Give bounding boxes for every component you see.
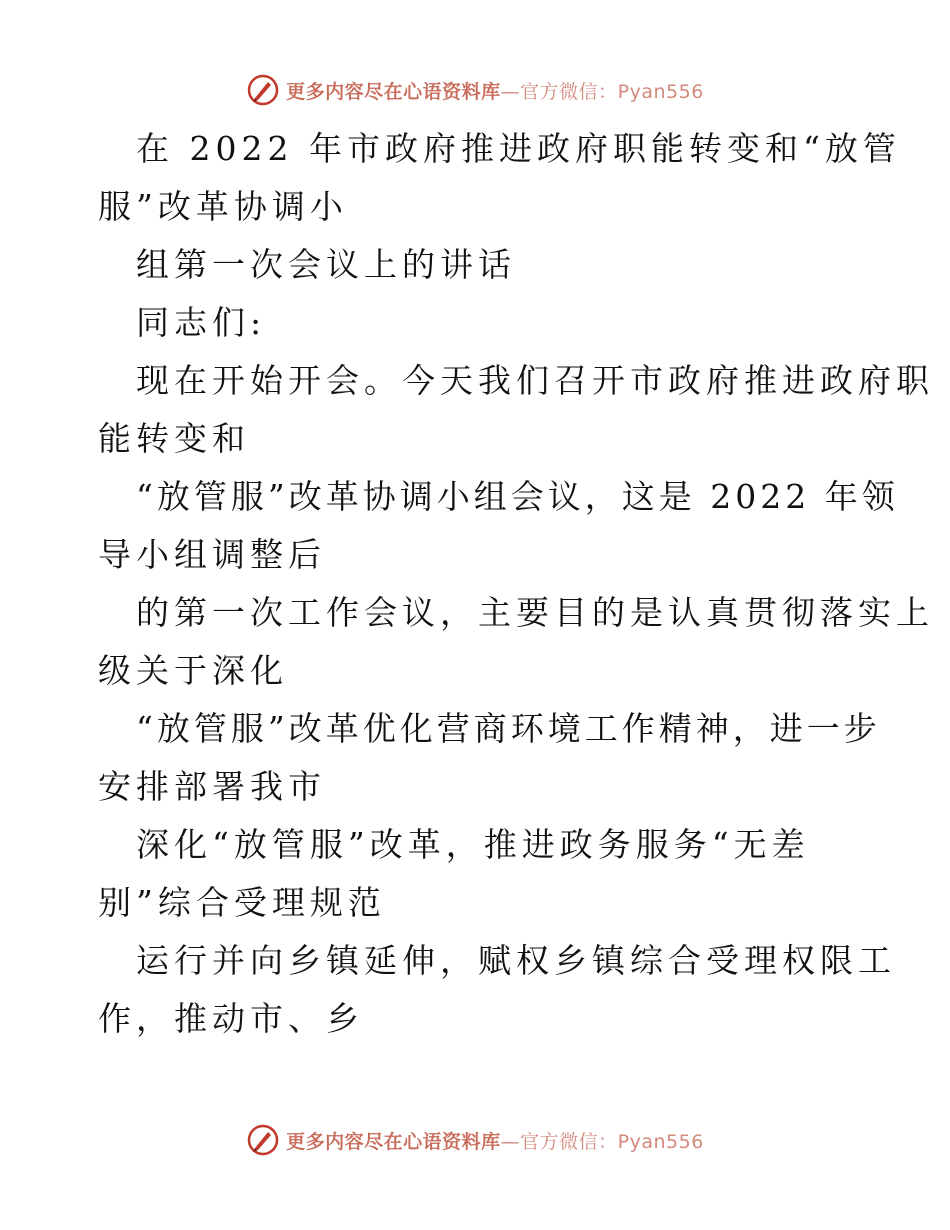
watermark-text: 更多内容尽在心语资料库—官方微信：Pyan556 xyxy=(286,80,704,103)
paragraph-line: 的第一次工作会议，主要目的是认真贯彻落实上 xyxy=(136,593,934,632)
doc-title-line-1: 在 2022 年市政府推进政府职能转变和“放管 xyxy=(136,129,901,168)
quill-logo-icon xyxy=(246,73,280,107)
document-body xyxy=(98,120,934,1048)
header-watermark xyxy=(0,70,950,110)
watermark-text: 更多内容尽在心语资料库—官方微信：Pyan556 xyxy=(286,1130,704,1153)
quill-logo-icon xyxy=(246,1123,280,1157)
paragraph-line: 作，推动市、乡 xyxy=(98,999,364,1038)
paragraph-line: 导小组调整后 xyxy=(98,535,326,574)
paragraph-line: 安排部署我市 xyxy=(98,767,326,806)
paragraph-line: 能转变和 xyxy=(98,419,250,458)
paragraph-line: 别”综合受理规范 xyxy=(98,883,386,922)
doc-title-line-2: 服”改革协调小 xyxy=(98,187,348,226)
paragraph-line: “放管服”改革协调小组会议，这是 2022 年领 xyxy=(136,477,899,516)
paragraph-line: 级关于深化 xyxy=(98,651,288,690)
salutation: 同志们: xyxy=(136,303,267,342)
paragraph-line: 运行并向乡镇延伸，赋权乡镇综合受理权限工 xyxy=(136,941,896,980)
paragraph-line: “放管服”改革优化营商环境工作精神，进一步 xyxy=(136,709,881,748)
doc-title-line-3: 组第一次会议上的讲话 xyxy=(136,245,516,284)
paragraph-line: 现在开始开会。今天我们召开市政府推进政府职 xyxy=(136,361,934,400)
paragraph-line: 深化“放管服”改革，推进政务服务“无差 xyxy=(136,825,810,864)
footer-watermark xyxy=(0,1120,950,1160)
